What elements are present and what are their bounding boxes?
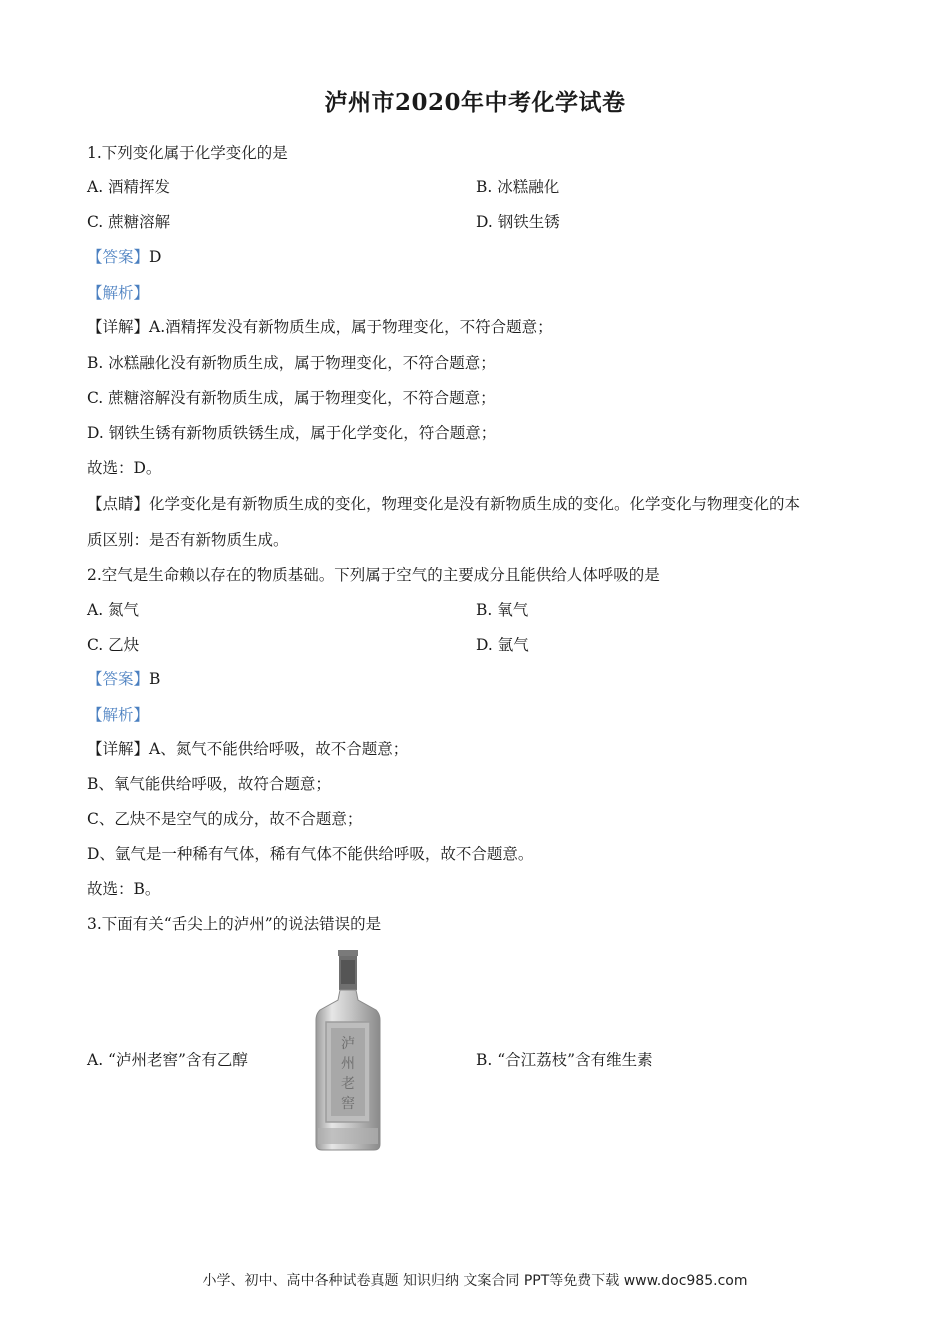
q2-detail-b: B、氧气能供给呼吸，故符合题意； [87, 775, 331, 793]
q2-stem: 2.空气是生命赖以存在的物质基础。下列属于空气的主要成分且能供给人体呼吸的是 [87, 566, 660, 584]
q1-option-d: D. 钢铁生锈 [476, 213, 560, 231]
bottle-char-4: 窖 [341, 1096, 355, 1112]
q2-detail-c: C、乙炔不是空气的成分，故不合题意； [87, 810, 363, 828]
q2-option-b: B. 氧气 [476, 601, 529, 619]
q2-answer-tag: 【答案】 [87, 670, 150, 688]
q2-analysis-tag: 【解析】 [87, 706, 150, 724]
liquor-bottle-image [312, 948, 384, 1152]
q2-detail-d: D、氩气是一种稀有气体，稀有气体不能供给呼吸，故不合题意。 [87, 845, 534, 863]
q1-answer-value: D [149, 248, 162, 266]
q2-answer [87, 668, 160, 690]
q1-answer-tag: 【答案】 [87, 248, 150, 266]
q1-detail-c: C. 蔗糖溶解没有新物质生成，属于物理变化，不符合题意； [87, 389, 496, 407]
page-title: 泸州市2020年中考化学试卷 [324, 89, 626, 116]
q1-option-b: B. 冰糕融化 [476, 178, 560, 196]
q2-option-a: A. 氮气 [87, 601, 140, 619]
q1-comment-line1: 【点睛】化学变化是有新物质生成的变化，物理变化是没有新物质生成的变化。化学变化与物理变化的本 [87, 495, 801, 513]
q1-detail: 【详解】A.酒精挥发没有新物质生成，属于物理变化，不符合题意； [87, 318, 553, 336]
q1-answer [87, 246, 161, 268]
bottle-char-2: 州 [341, 1056, 355, 1072]
q1-option-a: A. 酒精挥发 [87, 178, 171, 196]
q1-detail-d: D. 钢铁生锈有新物质铁锈生成，属于化学变化，符合题意； [87, 424, 497, 442]
q2-option-c: C. 乙炔 [87, 636, 140, 654]
q1-detail-b: B. 冰糕融化没有新物质生成，属于物理变化，不符合题意； [87, 354, 496, 372]
q1-analysis-tag: 【解析】 [87, 284, 150, 302]
bottle-char-3: 老 [341, 1076, 355, 1092]
q1-option-c: C. 蔗糖溶解 [87, 213, 171, 231]
q1-comment-line2: 质区别：是否有新物质生成。 [87, 531, 289, 549]
q2-detail: 【详解】A、氮气不能供给呼吸，故不合题意； [87, 740, 409, 758]
q2-choose: 故选：B。 [87, 880, 161, 898]
page-footer: 小学、初中、高中各种试卷真题 知识归纳 文案合同 PPT等免费下载 www.doc985.com [202, 1273, 748, 1289]
q3-stem: 3.下面有关“舌尖上的泸州”的说法错误的是 [87, 915, 382, 933]
q1-choose: 故选：D。 [87, 459, 162, 477]
q2-option-d: D. 氩气 [476, 636, 529, 654]
q3-option-a: A. “泸州老窖”含有乙醇 [87, 1051, 248, 1069]
q2-answer-value: B [149, 670, 161, 688]
bottle-char-1: 泸 [341, 1036, 355, 1052]
q3-option-b: B. “合江荔枝”含有维生素 [476, 1051, 653, 1069]
q1-stem: 1.下列变化属于化学变化的是 [87, 144, 288, 162]
